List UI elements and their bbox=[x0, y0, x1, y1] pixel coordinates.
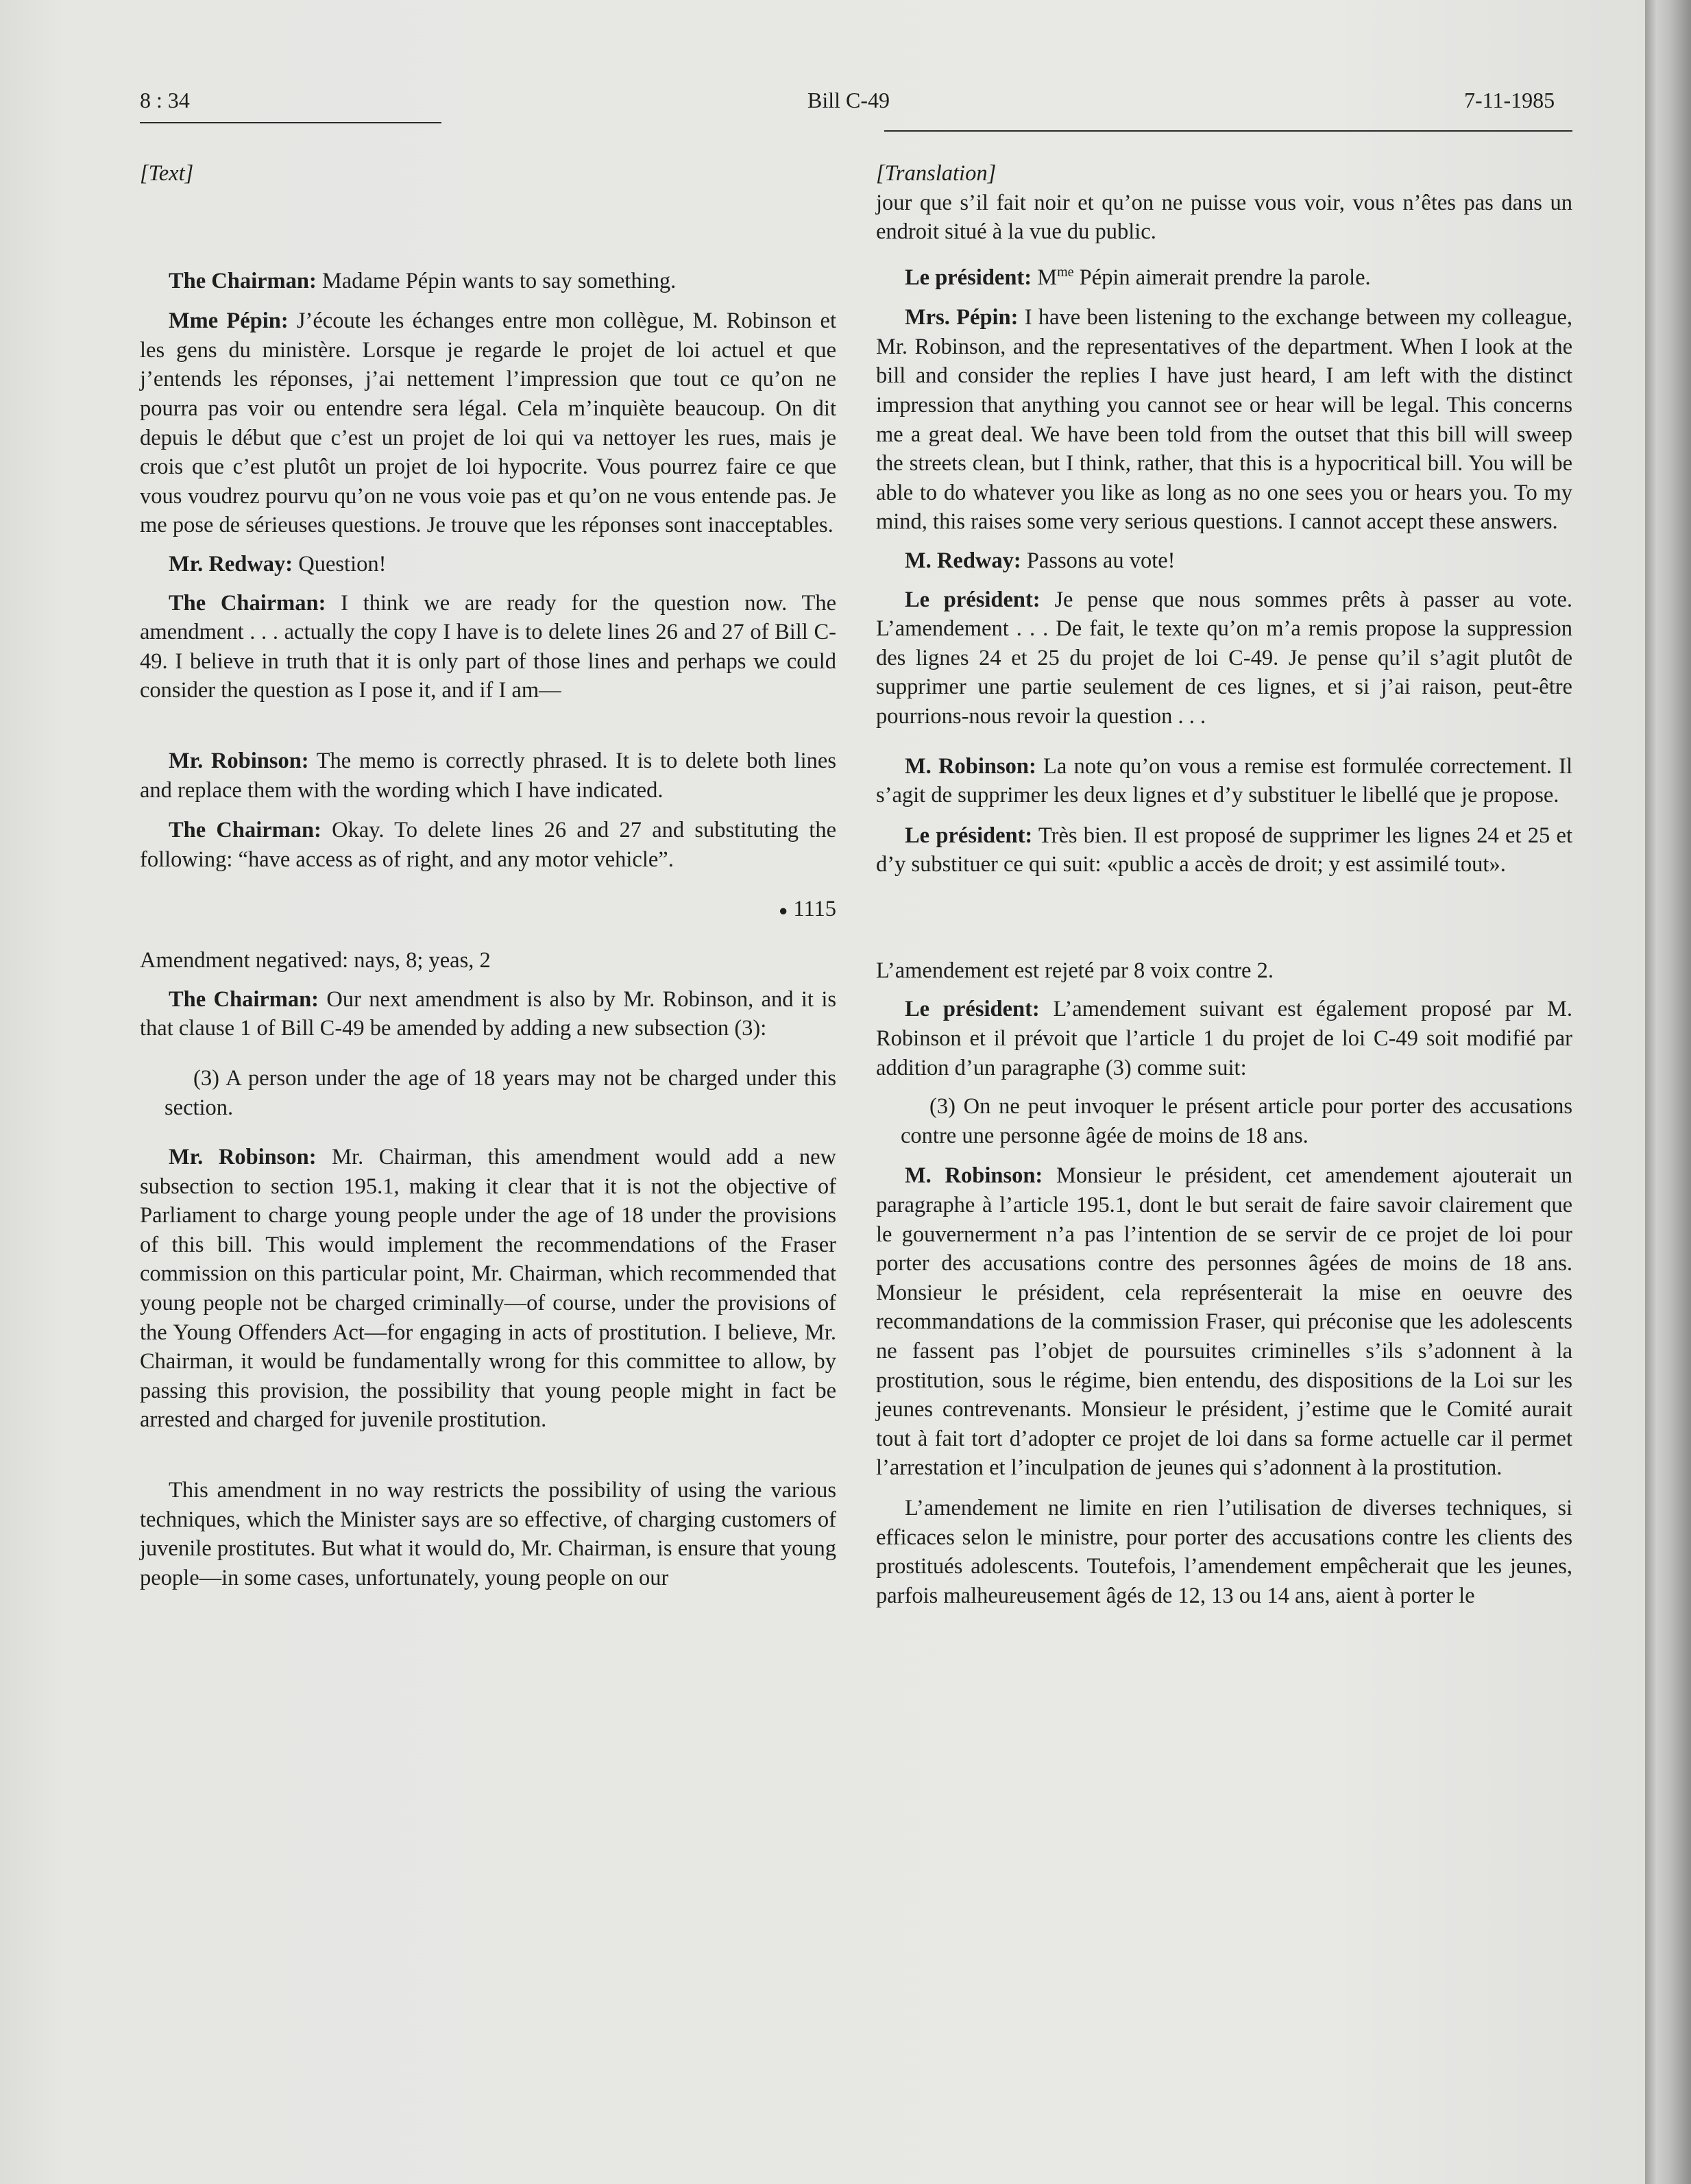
quoted-subsection: (3) On ne peut invoquer le présent article pour porter des accusations contre une personne âgée de moins de 18 ans. bbox=[901, 1094, 1572, 1148]
speech: Madame Pépin wants to say something. bbox=[316, 268, 677, 293]
speaker: Mrs. Pépin: bbox=[905, 305, 1019, 330]
paragraph bbox=[876, 303, 1572, 537]
speech: Très bien. Il est proposé de supprimer les lignes 24 et 25 et d’y substituer ce qui suit: «public a accès de droit; y est assimilé tout». bbox=[876, 823, 1572, 877]
paragraph: This amendment in no way restricts the possibility of using the various techniques, which the Minister says are so effective, of charging customers of juvenile prostitutes. But what it would do, Mr. Chairman, is ensure that young people—in some cases, unfortunately, young people on our bbox=[140, 1478, 836, 1590]
speaker: M. Robinson: bbox=[905, 753, 1036, 779]
header-rule-left bbox=[140, 122, 441, 123]
speaker: Mr. Robinson: bbox=[169, 1145, 317, 1170]
speaker: Le président: bbox=[905, 823, 1033, 848]
speech: Pépin aimerait prendre la parole. bbox=[1073, 265, 1371, 290]
header-rule-right bbox=[884, 130, 1572, 132]
bullet-icon: ● bbox=[778, 901, 788, 919]
speech: Question! bbox=[293, 551, 387, 577]
paragraph: L’amendement ne limite en rien l’utilisation de diverses techniques, si efficaces selon le ministre, pour porter des accusations contre les clients des prostitués adolescents. Toutefois, l’amendement empêcherait que les jeunes, parfois malheureusement âgés de 12, 13 ou 14 ans, aient à porter le bbox=[876, 1495, 1572, 1608]
column-english bbox=[140, 159, 836, 1592]
header-date: 7-11-1985 bbox=[1464, 88, 1555, 112]
paragraph bbox=[876, 1161, 1572, 1483]
speaker: The Chairman: bbox=[169, 590, 326, 616]
paragraph bbox=[140, 747, 836, 805]
quoted-subsection: (3) A person under the age of 18 years may not be charged under this section. bbox=[165, 1065, 836, 1120]
paragraph bbox=[876, 546, 1572, 576]
header-title: Bill C-49 bbox=[807, 88, 890, 112]
column-french bbox=[876, 159, 1572, 1610]
speech: J’écoute les échanges entre mon collègue, M. Robinson et les gens du ministère. Lorsque je regarde le projet de loi actuel et que j’entends les réponses, j’ai nettement l’impression que tout ce qu’on ne pourra pas voir ou entendre sera légal. Cela m’inquiète beaucoup. On dit depuis le début que c’est un projet de loi qui va nettoyer les rues, mais je crois que c’est plutôt un projet de loi hypocrite. Vous pourrez faire ce que vous voudrez pourvu qu’on ne vous voie pas et qu’on ne vous entende pas. Je me pose de sérieuses questions. Je trouve que les réponses sont inacceptables. bbox=[140, 308, 837, 538]
page-edge-shadow bbox=[1645, 0, 1691, 2184]
speech: Je pense que nous sommes prêts à passer au vote. L’amendement . . . De fait, le texte qu’on m’a remis propose la suppression des lignes 24 et 25 du projet de loi C-49. Je pense qu’il s’agit plutôt de supprimer une partie seulement de ces lignes, et si j’ai raison, peut-être pourrions-nous revoir la question . . . bbox=[876, 587, 1572, 729]
paragraph bbox=[140, 589, 836, 705]
speaker: Le président: bbox=[905, 265, 1032, 290]
speaker: Mr. Redway: bbox=[169, 551, 293, 577]
speaker: The Chairman: bbox=[169, 986, 319, 1012]
speech: Monsieur le président, cet amendement ajouterait un paragraphe à l’article 195.1, dont le but serait de faire savoir clairement que le gouvernerment n’a pas l’intention de se servir de ce projet de loi pour porter des accusations contre des personnes âgées de moins de 18 ans. Monsieur le président, cela représenterait la mise en oeuvre des recommandations de la commission Fraser, qui préconise que les adolescents ne fassent pas l’objet de poursuites criminelles s’ils s’adonnent à la prostitution, sous le régime, bien entendu, des dispositions de la Loi sur les jeunes contrevenants. Monsieur le président, j’estime que le Comité aurait tout à fait tort d’adopter ce projet de loi dans sa forme actuelle car il permet l’arrestation et l’inculpation de jeunes qui s’adonnent à la prostitution. bbox=[876, 1163, 1573, 1481]
speaker: Le président: bbox=[905, 587, 1041, 612]
paragraph: Le président: $M^{me}$ Pépin aimerait prendre la parole. bbox=[905, 264, 1371, 290]
paragraph bbox=[876, 752, 1572, 810]
speaker: Mme Pépin: bbox=[169, 308, 289, 334]
speaker: Le président: bbox=[905, 997, 1040, 1022]
motion-result: Amendment negatived: nays, 8; yeas, 2 bbox=[140, 948, 491, 973]
paragraph: jour que s’il fait noir et qu’on ne puisse vous voir, vous n’êtes pas dans un endroit situé à la vue du public. bbox=[876, 190, 1572, 245]
paragraph bbox=[876, 995, 1572, 1082]
column-tag: [Text] bbox=[140, 161, 194, 186]
time-stamp: 1115 bbox=[793, 897, 836, 922]
speech: I have been listening to the exchange between my colleague, Mr. Robinson, and the representatives of the department. When I look at the bill and consider the replies I have just heard, I am left with the distinct impression that anything you cannot see or hear will be legal. This concerns me a great deal. We have been told from the outset that this bill will sweep the streets clean, but I think, rather, that this is a hypocritical bill. You will be able to do whatever you like as long as no one sees you or hears you. To my mind, this raises some very serious questions. I cannot accept these answers. bbox=[876, 305, 1572, 535]
paragraph bbox=[876, 821, 1572, 879]
speech: La note qu’on vous a remise est formulée correctement. Il s’agit de supprimer les deux lignes et d’y substituer le libellé que je propose. bbox=[876, 753, 1572, 808]
paragraph bbox=[140, 1143, 836, 1435]
speaker: M. Redway: bbox=[905, 548, 1021, 573]
speaker: The Chairman: bbox=[169, 818, 321, 843]
speech: L’amendement suivant est également proposé par M. Robinson et il prévoit que l’article 1 du projet de loi C-49 soit modifié par addition d’un paragraphe (3) comme suit: bbox=[876, 997, 1572, 1080]
speech: Passons au vote! bbox=[1021, 548, 1176, 573]
speech: Our next amendment is also by Mr. Robinson, and it is that clause 1 of Bill C-49 be amended by adding a new subsection (3): bbox=[140, 986, 836, 1041]
speech: The memo is correctly phrased. It is to delete both lines and replace them with the wording which I have indicated. bbox=[140, 748, 836, 803]
speaker: Mr. Robinson: bbox=[169, 748, 309, 773]
motion-result: L’amendement est rejeté par 8 voix contre 2. bbox=[876, 958, 1274, 983]
speaker: The Chairman: bbox=[169, 268, 317, 293]
speech: Mr. Chairman, this amendment would add a new subsection to section 195.1, making it clear that it is not the objective of Parliament to charge young people under the age of 18 under the provisions of this bill. This would implement the recommendations of the Fraser commission on this particular point, Mr. Chairman, which recommended that young people not be charged criminally—of course, under the provisions of the Young Offenders Act—for engaging in acts of prostitution. I believe, Mr. Chairman, it would be fundamentally wrong for this committee to allow, by passing this provision, the possibility that young people might in fact be arrested and charged for juvenile prostitution. bbox=[140, 1145, 837, 1433]
column-tag: [Translation] bbox=[876, 161, 997, 186]
time-marker bbox=[140, 895, 836, 925]
speech: I think we are ready for the question now. The amendment . . . actually the copy I have is to delete lines 26 and 27 of Bill C-49. I believe in truth that it is only part of those lines and perhaps we could consider the question as I pose it, and if I am— bbox=[140, 590, 836, 703]
paragraph bbox=[140, 985, 836, 1043]
paragraph bbox=[140, 306, 836, 540]
paragraph bbox=[140, 550, 836, 579]
page-number: 8 : 34 bbox=[140, 88, 190, 112]
speaker: M. Robinson: bbox=[905, 1163, 1043, 1189]
paragraph bbox=[140, 267, 836, 296]
paragraph bbox=[876, 585, 1572, 731]
speech: Okay. To delete lines 26 and 27 and substituting the following: “have access as of right, and any motor vehicle”. bbox=[140, 818, 836, 872]
paragraph bbox=[140, 816, 836, 874]
